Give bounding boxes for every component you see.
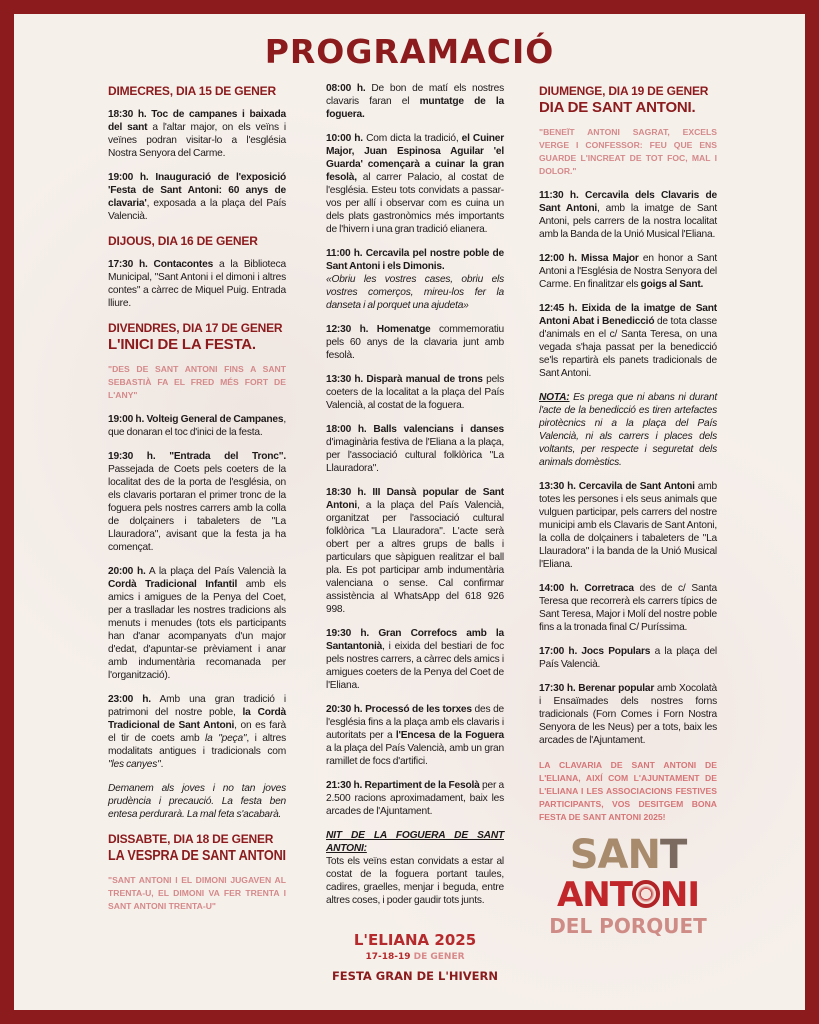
event-highlight: 17:00 h. Jocs Populars <box>539 646 651 657</box>
column-blocks <box>326 82 504 907</box>
event-highlight: muntatge de la foguera. <box>326 96 504 120</box>
event-item <box>108 782 286 821</box>
event-highlight: 18:30 h. III Dansà popular de Sant Antoni <box>326 487 504 511</box>
event-highlight: goigs al Sant. <box>640 279 704 290</box>
event-highlight: 13:30 h. Disparà manual de trons <box>326 374 483 385</box>
event-highlight: 10:00 h. <box>326 133 363 144</box>
event-highlight: 21:30 h. Repartiment de la Fesolà <box>326 780 480 791</box>
event-text: d'imaginària festiva de l'Eliana a la plaça, per l'associació cultural folklòrica "La Llauradora". <box>326 437 504 474</box>
event-highlight: 13:30 h. Cercavila de Sant Antoni <box>539 481 695 492</box>
page-title: PROGRAMACIÓ <box>264 32 555 71</box>
event-text: la "peça" <box>205 733 247 744</box>
day-heading <box>108 321 286 354</box>
footer-event-info <box>326 931 504 983</box>
day-heading <box>108 234 286 249</box>
event-item <box>539 682 717 747</box>
event-highlight: l'Encesa de la Foguera <box>395 730 504 741</box>
event-highlight: 19:30 h. "Entrada del Tronc". <box>108 451 286 462</box>
event-text: Com dicta la tradició, <box>362 133 462 144</box>
event-text: Passejada de Coets pels coeters de la localitat des de la porta de l'església, on els clavaris portaran el primer tronc de la foguera pels nostres carrers amb la colla de dolçainers i tabaleters de "La Llauradora", avisant que la festa ja ha començat. <box>108 464 286 553</box>
event-item <box>539 189 717 241</box>
event-highlight: 20:00 h. <box>108 566 146 577</box>
event-item <box>326 373 504 412</box>
sant-antoni-logo <box>539 834 717 938</box>
event-text: a la Biblioteca Municipal, "Sant Antoni i el dimoni i altres contes" a càrrec de Miquel Puig. Entrada lliure. <box>108 259 287 309</box>
event-item <box>326 132 504 236</box>
event-item <box>326 423 504 475</box>
event-highlight: 23:00 h. <box>108 694 151 705</box>
event-text: , on es farà el tir de coets amb <box>108 720 286 744</box>
event-item <box>108 171 286 223</box>
logo-line-2 <box>539 876 717 914</box>
event-text: des de c/ Santa Teresa que recorrerà els carrers típics de Sant Teresa, Major i Molí del nostre poble fins a la tronada final C/ Puríssima. <box>539 583 717 633</box>
day-heading <box>539 84 717 117</box>
dates: 17-18-19 <box>365 952 411 962</box>
event-highlight: Cordà Tradicional Infantil <box>108 579 238 590</box>
logo-ant: ANT <box>556 875 632 915</box>
event-text: "les canyes" <box>108 759 161 770</box>
column-blocks <box>108 84 286 913</box>
event-item <box>108 258 286 310</box>
column-wednesday-saturday <box>108 82 286 924</box>
footer-town: L'ELIANA 2025 <box>353 931 477 949</box>
event-text: amb Xocolatà i Ensaïmades dels nostres forns tradicionals (Forn Comes i Forn Nostra Senyora de les Neus) per a tots, baix les arcades de l'Ajuntament. <box>539 683 717 746</box>
event-text: Amb una gran tradició i patrimoni del nostre poble, <box>108 694 286 718</box>
event-item <box>326 779 504 818</box>
event-highlight: 17:30 h. Berenar popular <box>539 683 655 694</box>
event-item <box>108 450 286 554</box>
event-text: Tots els veïns estan convidats a estar al costat de la foguera portant taules, cadires, graelles, menjar i beguda, entre altres coses, i poder gaudir tots junts. <box>326 856 504 906</box>
saying-quote: "DES DE SANT ANTONI FINS A SANT SEBASTIÀ FA EL FRED MÉS FORT DE L'ANY" <box>108 364 286 400</box>
event-text: A la plaça del País Valencià la <box>145 566 286 577</box>
logo-tau-cross: T <box>659 832 687 878</box>
event-highlight: 18:30 h. Toc de campanes i baixada del sant <box>108 109 286 133</box>
logo-line-3: DEL PORQUET <box>549 914 707 938</box>
event-item <box>326 627 504 692</box>
event-text: «Obriu les vostres cases, obriu els vostres comerços, mireu-los fer la danseta i al porquet una ajudeta» <box>326 274 504 311</box>
footer-dates <box>326 951 504 964</box>
event-item <box>539 302 717 380</box>
event-text: , exposada a la plaça del País Valencià. <box>108 198 286 222</box>
event-text: commemoratiu pels 60 anys de la clavaria junt amb fesolà. <box>326 324 504 361</box>
day-subtitle: DIA DE SANT ANTONI. <box>539 99 696 116</box>
saying-quote: "BENEÏT ANTONI SAGRAT, EXCELS VERGE I CONFESSOR: FEU QUE ENS GUARDE L'INCREAT DE TOT FOC, MAL I DOLOR." <box>539 127 717 176</box>
event-text: per a 2.500 racions aproximadament, baix les arcades de l'Ajuntament. <box>326 780 504 817</box>
event-item <box>326 323 504 362</box>
footer-festival: FESTA GRAN DE L'HIVERN <box>331 969 499 983</box>
saying-quote: "SANT ANTONI I EL DIMONI JUGAVEN AL TRENTA-U, EL DIMONI VA FER TRENTA I SANT ANTONI TRENTA-U" <box>108 875 286 911</box>
event-highlight: 18:00 h. Balls valencians i danses <box>326 424 504 435</box>
day-subtitle: L'INICI DE LA FESTA. <box>108 336 256 353</box>
event-highlight: 20:30 h. Processó de les torxes <box>326 704 472 715</box>
day-title: DIUMENGE, DIA 19 DE GENER <box>539 84 709 98</box>
event-text: , i eixida del bestiari de foc pels nostres carrers, a càrrec dels amics i amigues coeters de la Penya del Coet de l'Eliana. <box>326 641 504 691</box>
event-text: a l'altar major, on els veïns i veïnes podran visitar-lo a l'església Nostra Senyora del Carme. <box>108 122 287 159</box>
closing-message: LA CLAVARIA DE SANT ANTONI DE L'ELIANA, AIXÍ COM L'AJUNTAMENT DE L'ELIANA I LES ASSOCIACIONS FESTIVES PARTICIPANTS, VOS DESITGEM BONA FESTA DE SANT ANTONI 2025! <box>539 760 717 822</box>
event-item <box>326 703 504 768</box>
event-item <box>326 82 504 121</box>
event-text: Es prega que ni abans ni durant l'acte de la benedicció es tiren artefactes pirotècnics ni a la plaça del País Valencià, ni als carrers i places dels voltants, per respecte i seguretat dels animals domèstics. <box>539 392 717 468</box>
logo-san: SAN <box>569 832 660 878</box>
column-saturday-events <box>326 82 504 983</box>
event-highlight: 14:00 h. Corretraca <box>539 583 634 594</box>
event-text: amb totes les persones i els seus animals que vulguen participar, pels carrers del nostre municipi amb els Clavaris de Sant Antoni, la colla de dolçainers i tabaleters de "La Llauradora" i la banda de la Unió Musical l'Eliana. <box>539 481 718 570</box>
poster <box>14 14 805 1010</box>
day-title: DIVENDRES, DIA 17 DE GENER <box>108 321 283 335</box>
event-text: Demanem als joves i no tan joves prudència i precaució. La festa ben entesa perdurarà. La mal feta s'acabarà. <box>108 783 286 820</box>
logo-ni: NI <box>659 875 700 915</box>
saint-emblem-icon <box>632 880 660 908</box>
event-item <box>326 829 504 907</box>
column-blocks <box>539 84 717 824</box>
event-text: des de l'església fins a la plaça amb els clavaris i autoritats per a <box>326 704 504 741</box>
event-highlight: NIT DE LA FOGUERA DE SANT ANTONI: <box>326 830 504 854</box>
day-title: DISSABTE, DIA 18 DE GENER <box>108 832 274 846</box>
event-highlight: 19:30 h. Gran Correfocs amb la Santantonià <box>326 628 504 652</box>
event-highlight: 12:30 h. Homenatge <box>326 324 431 335</box>
event-highlight: el Cuiner Major, Juan Espinosa Aguilar 'el Guarda' començarà a cuinar la gran fesolà, <box>326 133 504 183</box>
event-text: al carrer Palacio, al costat de l'església. Esteu tots convidats a passar-vos per allí i observar com es cuina un dels plats gastronòmics més importants de l'hivern i una gran tradició elianera. <box>326 172 504 235</box>
day-heading <box>108 832 286 865</box>
month: DE GENER <box>413 952 465 962</box>
day-heading <box>108 84 286 99</box>
event-highlight: 08:00 h. <box>326 83 366 94</box>
event-item <box>539 645 717 671</box>
event-text: , a la plaça del País Valencià, organitzat per l'associació cultural folklòrica "La Llauradora". L'acte serà obert per a altres grups de balls i particulars que sàpiguen realitzar el ball pla. Es pot participar amb indumentària valenciana o sense. Cal confirmar assistència al WhatsApp del 618 926 998. <box>326 500 504 615</box>
event-highlight: 19:00 h. Volteig General de Campanes <box>108 414 284 425</box>
event-highlight: 19:00 h. Inauguració de l'exposició 'Festa de Sant Antoni: 60 anys de clavaria' <box>108 172 286 209</box>
event-text: , i altres modalitats antigues i tradicionals com <box>108 733 286 757</box>
logo-line-1 <box>539 834 717 876</box>
event-highlight: la Cordà Tradicional de Sant Antoni <box>108 707 287 731</box>
event-item <box>539 252 717 291</box>
event-item <box>539 391 717 469</box>
event-item <box>108 565 286 682</box>
event-text: en honor a Sant Antoni a l'Església de Nostra Senyora del Carme. En finalitzar els <box>539 253 717 290</box>
event-highlight: 12:00 h. Missa Major <box>539 253 639 264</box>
event-text: de tota classe d'animals en el c/ Santa Teresa, on una vegada s'haja passat per la benedicció se'ls repartirà els panets tradicionals de Sant Antoni. <box>539 316 717 379</box>
event-item <box>108 108 286 160</box>
event-text: . <box>160 759 164 770</box>
column-sunday <box>539 82 717 938</box>
event-highlight: 17:30 h. Contacontes <box>108 259 214 270</box>
event-item <box>539 582 717 634</box>
event-highlight: 11:30 h. Cercavila dels Clavaris de Sant Antoni <box>539 190 717 214</box>
event-text: pels coeters de la localitat a la plaça del País Valencià, al costat de la foguera. <box>326 374 504 411</box>
event-item <box>108 693 286 771</box>
event-text: a la plaça del País Valencià, amb un gran ramillet de focs d'artifici. <box>326 743 504 767</box>
event-text: , que donaran el toc d'inici de la festa. <box>108 414 286 438</box>
day-subtitle: LA VESPRA DE SANT ANTONI <box>108 847 286 864</box>
event-highlight: 12:45 h. Eixida de la imatge de Sant Antoni Abat i Benedicció <box>539 303 717 327</box>
event-highlight: 11:00 h. Cercavila pel nostre poble de Sant Antoni i els Dimonis. <box>326 248 504 272</box>
event-item <box>326 247 504 312</box>
event-text: , amb la imatge de Sant Antoni, pels carrers de la nostra localitat amb la Banda de la Unió Musical l'Eliana. <box>539 203 717 240</box>
event-item <box>539 480 717 571</box>
event-highlight: NOTA: <box>539 392 570 403</box>
day-title: DIMECRES, DIA 15 DE GENER <box>108 84 276 98</box>
event-item <box>326 486 504 616</box>
event-text: De bon de matí els nostres clavaris faran el <box>326 83 504 107</box>
event-text: amb els amics i amigues de la Penya del Coet, per a traslladar les nostres tradicions als menuts i menudes (tots els participants han d'anar acompanyats d'un major d'edat, d'apuntar-se prèviament i anar amb indumentària recomanada per l'organització). <box>108 579 286 681</box>
day-title: DIJOUS, DIA 16 DE GENER <box>108 234 258 248</box>
event-item <box>108 413 286 439</box>
event-text: a la plaça del País Valencià. <box>539 646 717 670</box>
